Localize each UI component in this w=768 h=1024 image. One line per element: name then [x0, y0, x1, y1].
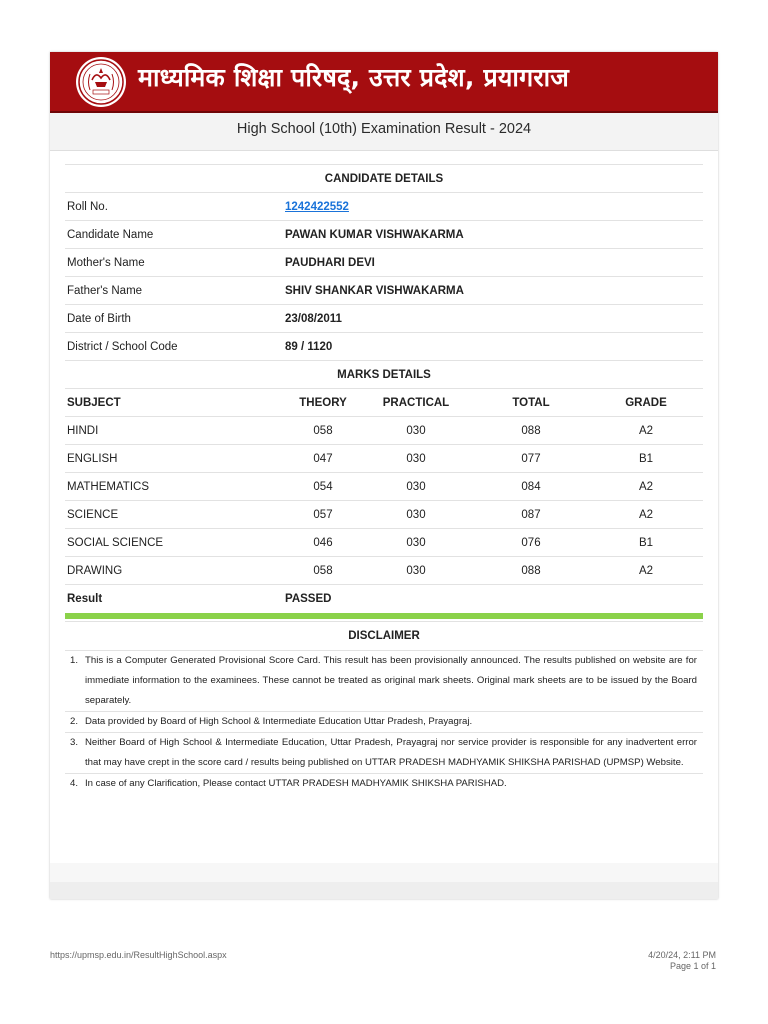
- col-subject: SUBJECT: [67, 396, 121, 409]
- result-body: [50, 151, 718, 863]
- board-title: माध्यमिक शिक्षा परिषद्, उत्तर प्रदेश, प्रयागराज: [138, 63, 569, 92]
- col-grade: GRADE: [625, 396, 667, 409]
- candidate-name-row: [65, 220, 703, 248]
- list-item: [65, 732, 703, 773]
- table-row: [65, 416, 703, 444]
- field-label: Candidate Name: [67, 228, 154, 241]
- col-theory: THEORY: [299, 396, 347, 409]
- field-value: SHIV SHANKAR VISHWAKARMA: [285, 284, 464, 297]
- practical-cell: 030: [406, 564, 426, 577]
- field-label: Mother's Name: [67, 256, 145, 269]
- theory-cell: 054: [313, 480, 333, 493]
- item-number: 4.: [70, 778, 79, 789]
- practical-cell: 030: [406, 536, 426, 549]
- upmsp-logo-icon: [75, 56, 127, 108]
- grade-cell: A2: [638, 508, 654, 521]
- theory-cell: 047: [313, 452, 333, 465]
- practical-cell: 030: [406, 508, 426, 521]
- theory-cell: 058: [313, 564, 333, 577]
- field-label: Father's Name: [67, 284, 143, 297]
- col-total: TOTAL: [512, 396, 550, 409]
- total-cell: 084: [521, 480, 541, 493]
- item-text: Neither Board of High School & Intermediate Education, Uttar Pradesh, Prayagraj nor service provider is responsible for any inadvertent error that may have crept in the score card / results being published on UTTAR PRADESH MADHYAMIK SHIKSHA PARISHAD (UPMSP) Website.: [85, 737, 697, 768]
- grade-cell: A2: [638, 424, 654, 437]
- result-value: PASSED: [285, 592, 332, 605]
- grade-cell: B1: [638, 452, 654, 465]
- candidate-section-title: CANDIDATE DETAILS: [65, 164, 703, 192]
- subject-cell: MATHEMATICS: [67, 480, 149, 493]
- subject-cell: SCIENCE: [67, 508, 119, 521]
- item-text: This is a Computer Generated Provisional Score Card. This result has been provisionally announced. The results published on website are for immediate information to the examinees. These cannot be treated as original mark sheets. Original mark sheets are to be issued by the Board separately.: [85, 655, 697, 706]
- table-row: [65, 500, 703, 528]
- practical-cell: 030: [406, 452, 426, 465]
- print-meta: [648, 950, 716, 972]
- field-label: District / School Code: [67, 340, 178, 353]
- theory-cell: 057: [313, 508, 333, 521]
- total-cell: 077: [521, 452, 541, 465]
- list-item: [65, 711, 703, 732]
- exam-title: High School (10th) Examination Result - 2024: [50, 113, 718, 151]
- header-banner: [50, 52, 718, 113]
- subject-cell: ENGLISH: [67, 452, 118, 465]
- practical-cell: 030: [406, 424, 426, 437]
- print-datetime: 4/20/24, 2:11 PM: [648, 950, 716, 960]
- disclaimer-list: [65, 650, 703, 794]
- subject-cell: DRAWING: [67, 564, 123, 577]
- item-number: 3.: [70, 737, 79, 748]
- result-row: [65, 584, 703, 612]
- field-label: Roll No.: [67, 200, 108, 213]
- list-item: [65, 773, 703, 794]
- subject-cell: SOCIAL SCIENCE: [67, 536, 164, 549]
- roll-no-row: [65, 192, 703, 220]
- table-row: [65, 556, 703, 584]
- total-cell: 087: [521, 508, 541, 521]
- field-value: 89 / 1120: [285, 340, 333, 353]
- field-label: Date of Birth: [67, 312, 131, 325]
- result-card: [50, 52, 718, 899]
- table-row: [65, 528, 703, 556]
- print-url: https://upmsp.edu.in/ResultHighSchool.aspx: [50, 950, 227, 960]
- col-practical: PRACTICAL: [382, 396, 450, 409]
- grade-cell: A2: [638, 480, 654, 493]
- result-table: [65, 164, 703, 794]
- practical-cell: 030: [406, 480, 426, 493]
- item-text: Data provided by Board of High School & Intermediate Education Uttar Pradesh, Prayagraj.: [85, 716, 473, 727]
- field-value: PAUDHARI DEVI: [285, 256, 375, 269]
- marks-header-row: [65, 388, 703, 416]
- table-row: [65, 444, 703, 472]
- subject-cell: HINDI: [67, 424, 99, 437]
- mother-name-row: [65, 248, 703, 276]
- result-label: Result: [67, 592, 103, 605]
- dob-row: [65, 304, 703, 332]
- result-status-bar: [65, 613, 703, 619]
- district-school-row: [65, 332, 703, 360]
- roll-no-link[interactable]: 1242422552: [285, 200, 349, 213]
- item-number: 1.: [70, 655, 79, 666]
- marks-section-title: MARKS DETAILS: [65, 360, 703, 388]
- grade-cell: A2: [638, 564, 654, 577]
- theory-cell: 058: [313, 424, 333, 437]
- page-number: Page 1 of 1: [669, 961, 716, 971]
- item-text: In case of any Clarification, Please contact UTTAR PRADESH MADHYAMIK SHIKSHA PARISHAD.: [85, 778, 507, 789]
- theory-cell: 046: [313, 536, 333, 549]
- item-number: 2.: [70, 716, 79, 727]
- father-name-row: [65, 276, 703, 304]
- card-footer: [50, 882, 718, 899]
- field-value: 23/08/2011: [285, 312, 342, 325]
- list-item: [65, 650, 703, 711]
- disclaimer-title: DISCLAIMER: [65, 621, 703, 650]
- total-cell: 088: [521, 564, 541, 577]
- total-cell: 088: [521, 424, 541, 437]
- field-value: PAWAN KUMAR VISHWAKARMA: [285, 228, 464, 241]
- table-row: [65, 472, 703, 500]
- total-cell: 076: [521, 536, 541, 549]
- grade-cell: B1: [638, 536, 654, 549]
